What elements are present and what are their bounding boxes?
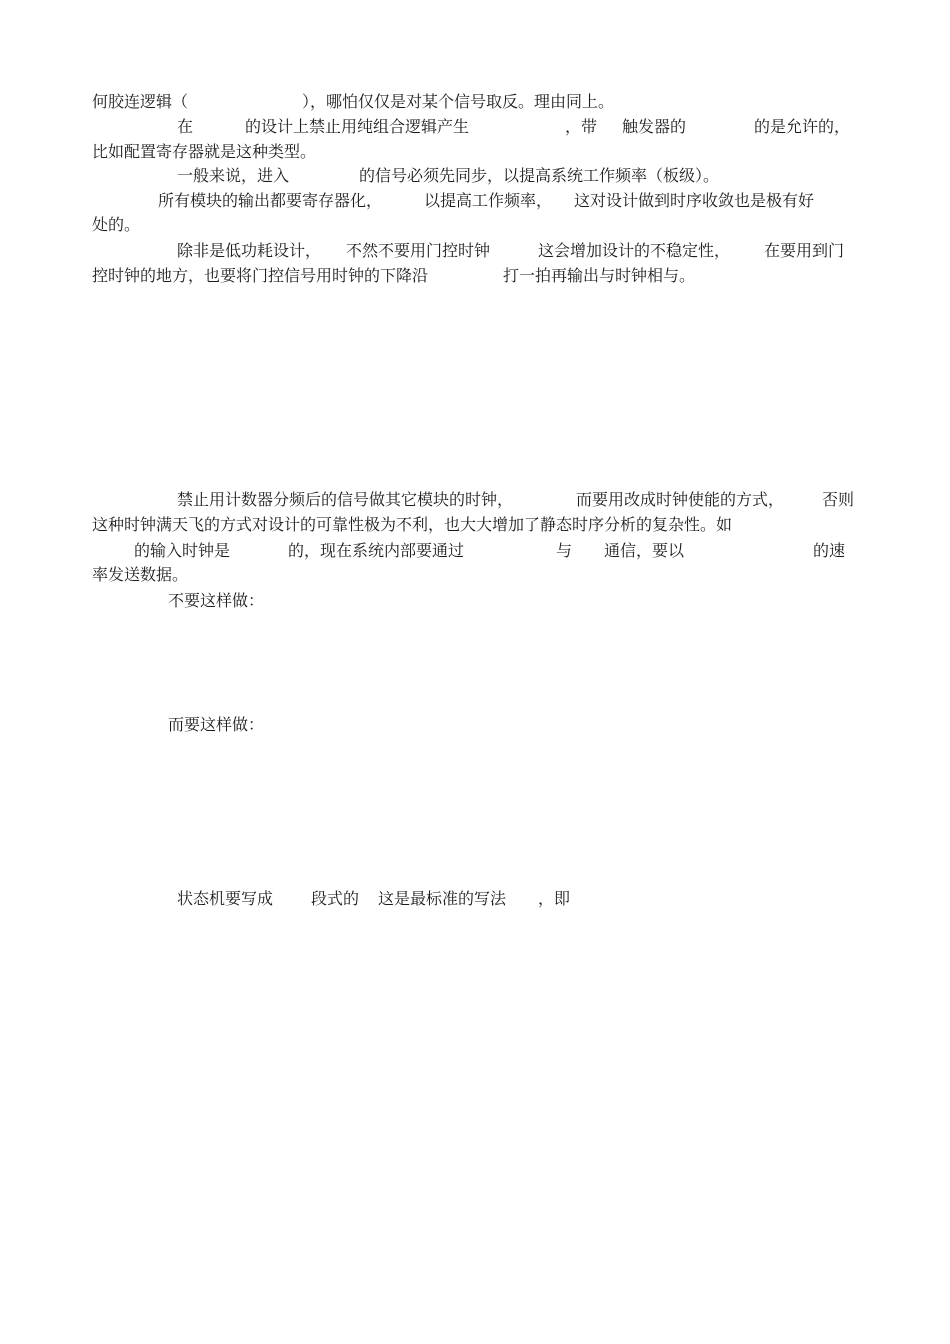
text-fragment: 在要用到门 [764, 241, 845, 260]
text-fragment: 否则 [822, 490, 855, 509]
text-fragment: 不然不要用门控时钟 [346, 241, 491, 260]
text-fragment: 的是允许的， [754, 117, 851, 136]
text-fragment: 率发送数据。 [92, 565, 189, 584]
text-fragment: 的输入时钟是 [134, 541, 231, 560]
text-fragment: 通信，要以 [604, 541, 685, 560]
text-fragment: 何胶连逻辑（ [92, 92, 189, 111]
text-fragment: ），哪怕仅仅是对某个信号取反。理由同上。 [302, 92, 615, 111]
text-fragment: 而要这样做： [168, 715, 265, 734]
text-fragment: 与 [556, 541, 573, 560]
text-fragment: 的设计上禁止用纯组合逻辑产生 [245, 117, 470, 136]
text-fragment: ，带 [565, 117, 598, 136]
text-fragment: 以提高工作频率， [424, 191, 553, 210]
text-fragment: 一般来说，进入 [177, 166, 290, 185]
text-fragment: 的信号必须先同步，以提高系统工作频率（板级）。 [359, 166, 720, 185]
text-fragment: 控时钟的地方，也要将门控信号用时钟的下降沿 [92, 266, 429, 285]
text-fragment: 打一拍再输出与时钟相与。 [503, 266, 696, 285]
text-fragment: 这对设计做到时序收敛也是极有好 [574, 191, 815, 210]
text-fragment: 禁止用计数器分频后的信号做其它模块的时钟， [177, 490, 514, 509]
text-fragment: 段式的 [311, 889, 360, 908]
text-fragment: 比如配置寄存器就是这种类型。 [92, 142, 317, 161]
text-fragment: 而要用改成时钟使能的方式， [576, 490, 785, 509]
text-fragment: ，即 [538, 889, 571, 908]
text-fragment: 在 [177, 117, 194, 136]
text-fragment: 状态机要写成 [177, 889, 274, 908]
text-fragment: 除非是低功耗设计， [177, 241, 322, 260]
text-fragment: 这会增加设计的不稳定性， [538, 241, 731, 260]
text-fragment: 这是最标准的写法 [378, 889, 507, 908]
text-fragment: 的速 [813, 541, 846, 560]
text-fragment: 所有模块的输出都要寄存器化， [158, 191, 383, 210]
text-fragment: 处的。 [92, 215, 141, 234]
text-fragment: 这种时钟满天飞的方式对设计的可靠性极为不利，也大大增加了静态时序分析的复杂性。如 [92, 515, 733, 534]
text-fragment: 触发器的 [622, 117, 687, 136]
text-fragment: 不要这样做： [168, 591, 265, 610]
text-fragment: 的，现在系统内部要通过 [288, 541, 465, 560]
